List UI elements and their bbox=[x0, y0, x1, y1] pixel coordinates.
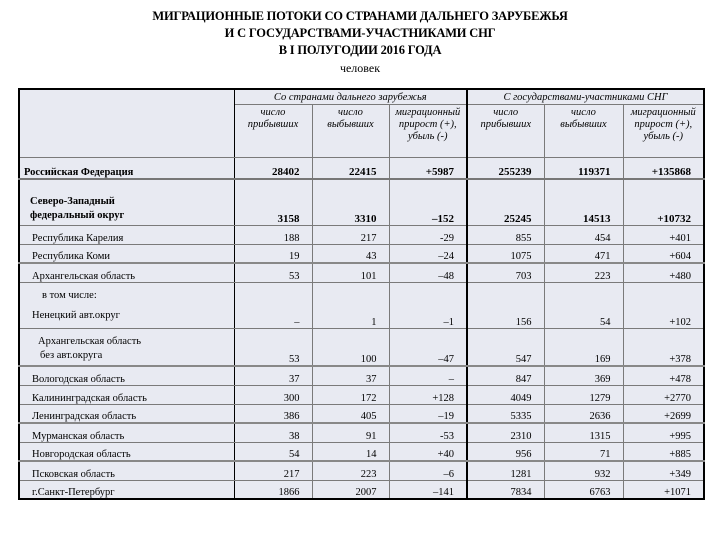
cell-value: 855 bbox=[467, 225, 544, 244]
row-label: Калининградская область bbox=[19, 385, 234, 404]
cell-value: 54 bbox=[234, 442, 312, 461]
header-group-row bbox=[19, 89, 704, 105]
row-label: Российская Федерация bbox=[19, 158, 234, 180]
cell-value: 1 bbox=[312, 282, 389, 328]
cell-value: 14513 bbox=[544, 179, 623, 225]
subheader-text: убыль (-) bbox=[407, 131, 448, 142]
subheader-text: число bbox=[571, 107, 596, 118]
cell-value: 1281 bbox=[467, 461, 544, 480]
cell-value: +2699 bbox=[623, 404, 704, 423]
subheader-arrivals bbox=[467, 105, 544, 158]
table-row bbox=[19, 282, 704, 328]
cell-value: 3158 bbox=[234, 179, 312, 225]
row-label: Республика Коми bbox=[19, 244, 234, 263]
cell-value: –1 bbox=[389, 282, 467, 328]
cell-value: +478 bbox=[623, 366, 704, 385]
migration-table bbox=[18, 88, 705, 500]
row-label-line: федеральный округ bbox=[30, 209, 125, 221]
cell-value: –47 bbox=[389, 328, 467, 366]
title-line-1: МИГРАЦИОННЫЕ ПОТОКИ СО СТРАНАМИ ДАЛЬНЕГО ЗАРУБЕЖЬЯ bbox=[152, 9, 568, 23]
cell-value: 53 bbox=[234, 328, 312, 366]
subheader-text: миграционный bbox=[630, 107, 696, 118]
subheader-text: прирост (+), bbox=[634, 119, 693, 130]
cell-value: 19 bbox=[234, 244, 312, 263]
row-label-line: Ненецкий авт.округ bbox=[32, 309, 120, 321]
cell-value: –6 bbox=[389, 461, 467, 480]
units-label: человек bbox=[339, 61, 381, 75]
cell-value: +480 bbox=[623, 263, 704, 282]
row-label: Республика Карелия bbox=[19, 225, 234, 244]
cell-value: – bbox=[234, 282, 312, 328]
cell-value: 28402 bbox=[234, 158, 312, 180]
title-line-3: В I ПОЛУГОДИИ 2016 ГОДА bbox=[278, 43, 442, 57]
subheader-text: число bbox=[338, 107, 363, 118]
cell-value: –24 bbox=[389, 244, 467, 263]
cell-value: 156 bbox=[467, 282, 544, 328]
group-header-far-abroad: Со странами дальнего зарубежья bbox=[234, 89, 467, 105]
cell-value: +5987 bbox=[389, 158, 467, 180]
cell-value: 188 bbox=[234, 225, 312, 244]
title-line-2: И С ГОСУДАРСТВАМИ-УЧАСТНИКАМИ СНГ bbox=[224, 26, 496, 40]
cell-value: 454 bbox=[544, 225, 623, 244]
cell-value: 1866 bbox=[234, 480, 312, 499]
cell-value: +401 bbox=[623, 225, 704, 244]
stub-header bbox=[19, 89, 234, 158]
cell-value: 5335 bbox=[467, 404, 544, 423]
subheader-text: убыль (-) bbox=[643, 131, 684, 142]
cell-value: 300 bbox=[234, 385, 312, 404]
cell-value: 37 bbox=[312, 366, 389, 385]
cell-value: 223 bbox=[544, 263, 623, 282]
cell-value: 2310 bbox=[467, 423, 544, 442]
table-row bbox=[19, 366, 704, 385]
cell-value: 956 bbox=[467, 442, 544, 461]
cell-value: 100 bbox=[312, 328, 389, 366]
row-label: Новгородская область bbox=[19, 442, 234, 461]
cell-value: +885 bbox=[623, 442, 704, 461]
cell-value: – bbox=[389, 366, 467, 385]
cell-value: 847 bbox=[467, 366, 544, 385]
table-row bbox=[19, 480, 704, 499]
row-label: Ленинградская область bbox=[19, 404, 234, 423]
cell-value: +995 bbox=[623, 423, 704, 442]
subheader-text: прибывших bbox=[480, 119, 532, 130]
subheader-departures bbox=[312, 105, 389, 158]
subheader-text: прибывших bbox=[247, 119, 299, 130]
cell-value: 7834 bbox=[467, 480, 544, 499]
cell-value: 71 bbox=[544, 442, 623, 461]
row-label: г.Санкт-Петербург bbox=[19, 480, 234, 499]
document-title bbox=[0, 8, 720, 76]
cell-value: 217 bbox=[312, 225, 389, 244]
table-row bbox=[19, 461, 704, 480]
cell-value: 43 bbox=[312, 244, 389, 263]
group-header-cis: С государствами-участниками СНГ bbox=[467, 89, 704, 105]
cell-value: 386 bbox=[234, 404, 312, 423]
cell-value: 38 bbox=[234, 423, 312, 442]
cell-value: 932 bbox=[544, 461, 623, 480]
row-label bbox=[19, 179, 234, 225]
cell-value: –141 bbox=[389, 480, 467, 499]
row-label-line: без авт.округа bbox=[40, 350, 103, 361]
cell-value: +135868 bbox=[623, 158, 704, 180]
cell-value: +1071 bbox=[623, 480, 704, 499]
row-label: Мурманская область bbox=[19, 423, 234, 442]
cell-value: 369 bbox=[544, 366, 623, 385]
cell-value: 3310 bbox=[312, 179, 389, 225]
cell-value: 22415 bbox=[312, 158, 389, 180]
cell-value: 217 bbox=[234, 461, 312, 480]
cell-value: 54 bbox=[544, 282, 623, 328]
cell-value: 53 bbox=[234, 263, 312, 282]
subheader-text: прирост (+), bbox=[398, 119, 457, 130]
cell-value: 1315 bbox=[544, 423, 623, 442]
table-row bbox=[19, 385, 704, 404]
cell-value: 547 bbox=[467, 328, 544, 366]
cell-value: 101 bbox=[312, 263, 389, 282]
cell-value: 471 bbox=[544, 244, 623, 263]
row-label: Архангельская область bbox=[19, 263, 234, 282]
cell-value: +40 bbox=[389, 442, 467, 461]
subheader-text: выбывших bbox=[560, 119, 607, 130]
row-label: Псковская область bbox=[19, 461, 234, 480]
cell-value: 169 bbox=[544, 328, 623, 366]
cell-value: +349 bbox=[623, 461, 704, 480]
cell-value: +102 bbox=[623, 282, 704, 328]
table-row bbox=[19, 423, 704, 442]
cell-value: –19 bbox=[389, 404, 467, 423]
cell-value: 223 bbox=[312, 461, 389, 480]
cell-value: -29 bbox=[389, 225, 467, 244]
row-label-line: в том числе: bbox=[42, 289, 97, 301]
cell-value: 703 bbox=[467, 263, 544, 282]
cell-value: 25245 bbox=[467, 179, 544, 225]
table-row bbox=[19, 244, 704, 263]
table-row bbox=[19, 442, 704, 461]
cell-value: 119371 bbox=[544, 158, 623, 180]
cell-value: 2007 bbox=[312, 480, 389, 499]
cell-value: +10732 bbox=[623, 179, 704, 225]
cell-value: 14 bbox=[312, 442, 389, 461]
row-label-line: Северо-Западный bbox=[30, 195, 115, 207]
subheader-text: число bbox=[493, 107, 519, 118]
subheader-net bbox=[389, 105, 467, 158]
cell-value: 405 bbox=[312, 404, 389, 423]
row-label-line: Архангельская область bbox=[38, 336, 142, 347]
table-row bbox=[19, 263, 704, 282]
row-label bbox=[19, 282, 234, 328]
cell-value: 4049 bbox=[467, 385, 544, 404]
subheader-text: выбывших bbox=[327, 119, 374, 130]
cell-value: +2770 bbox=[623, 385, 704, 404]
cell-value: 37 bbox=[234, 366, 312, 385]
table-row bbox=[19, 225, 704, 244]
row-label bbox=[19, 328, 234, 366]
cell-value: +128 bbox=[389, 385, 467, 404]
cell-value: 91 bbox=[312, 423, 389, 442]
cell-value: 1075 bbox=[467, 244, 544, 263]
subheader-arrivals bbox=[234, 105, 312, 158]
subheader-text: миграционный bbox=[395, 107, 461, 118]
subheader-departures bbox=[544, 105, 623, 158]
cell-value: 6763 bbox=[544, 480, 623, 499]
cell-value: +604 bbox=[623, 244, 704, 263]
table-row bbox=[19, 328, 704, 366]
cell-value: -53 bbox=[389, 423, 467, 442]
row-label: Вологодская область bbox=[19, 366, 234, 385]
cell-value: –48 bbox=[389, 263, 467, 282]
table-row-nw-district bbox=[19, 179, 704, 225]
cell-value: 172 bbox=[312, 385, 389, 404]
subheader-text: число bbox=[260, 107, 286, 118]
cell-value: 2636 bbox=[544, 404, 623, 423]
subheader-net bbox=[623, 105, 704, 158]
cell-value: 1279 bbox=[544, 385, 623, 404]
cell-value: +378 bbox=[623, 328, 704, 366]
cell-value: –152 bbox=[389, 179, 467, 225]
cell-value: 255239 bbox=[467, 158, 544, 180]
table-row bbox=[19, 404, 704, 423]
table-row-russian-federation bbox=[19, 158, 704, 180]
